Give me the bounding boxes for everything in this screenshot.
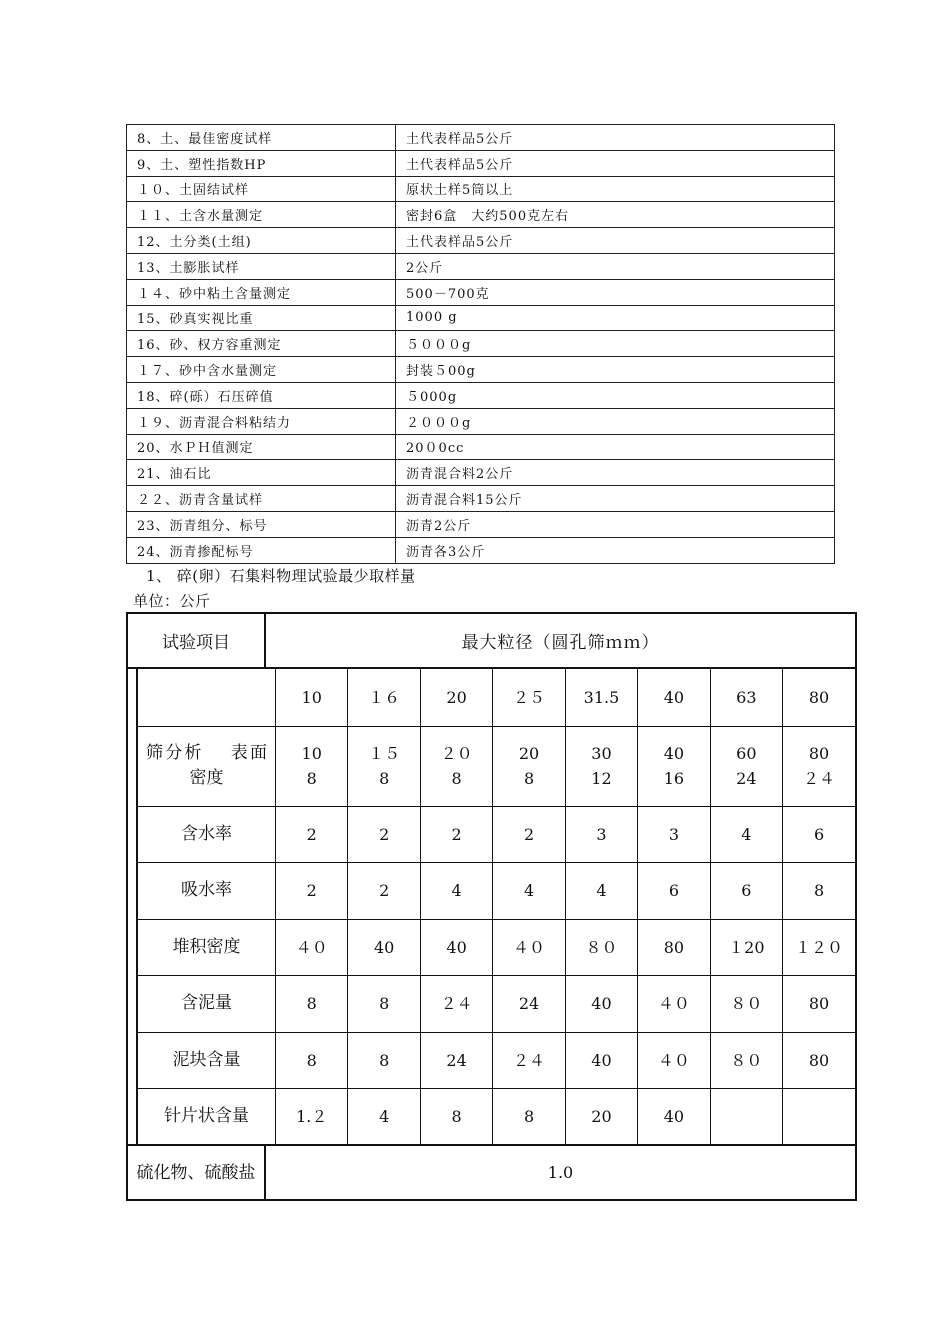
sample-item-cell: 16、砂、权方容重测定	[127, 331, 396, 357]
sample-item-cell: 21、油石比	[127, 460, 396, 486]
value-cell	[565, 1032, 637, 1088]
value-cell	[420, 862, 492, 919]
value-cell	[276, 975, 348, 1032]
value-cell	[565, 975, 637, 1032]
value-cell	[420, 975, 492, 1032]
sample-item-cell: ２２、沥青含量试样	[127, 486, 396, 512]
aggregate-test-table	[126, 612, 857, 1201]
value-cell	[565, 806, 637, 862]
value-line: 3	[668, 824, 679, 844]
value-cell	[348, 1032, 420, 1088]
footer-row	[128, 1144, 855, 1199]
value-cell	[783, 1032, 855, 1088]
value-cell	[420, 919, 492, 975]
sample-item-cell: 20、水ＰＨ值测定	[127, 434, 396, 460]
sample-row	[127, 331, 835, 357]
sample-quantity-cell: 封装５00g	[396, 357, 835, 383]
value-cell	[420, 1032, 492, 1088]
sample-item-cell: 12、土分类(土组)	[127, 228, 396, 254]
value-cell	[276, 1032, 348, 1088]
value-cell	[710, 919, 782, 975]
test-row	[138, 975, 855, 1032]
value-line: 80	[663, 937, 685, 957]
value-cell	[783, 806, 855, 862]
size-cell: 63	[710, 669, 782, 726]
value-line: ８０	[585, 937, 618, 957]
value-line: 8	[306, 769, 317, 788]
value-cell	[710, 726, 782, 806]
size-cell: 31.5	[565, 669, 637, 726]
value-line: ８０	[730, 1050, 763, 1070]
value-cell	[493, 806, 565, 862]
value-cell	[565, 919, 637, 975]
value-line: ２０	[440, 744, 473, 763]
sample-quantity-cell: ２０００g	[396, 408, 835, 434]
value-cell	[348, 862, 420, 919]
sample-item-cell: 13、土膨胀试样	[127, 253, 396, 279]
value-line: ２４	[513, 1050, 546, 1070]
footer-label: 硫化物、硫酸盐	[128, 1146, 266, 1199]
sample-quantity-cell: 500－700克	[396, 279, 835, 305]
value-cell	[783, 1088, 855, 1144]
value-cell	[348, 975, 420, 1032]
sample-item-cell: 18、碎(砾）石压碎值	[127, 382, 396, 408]
value-cell	[348, 919, 420, 975]
value-line: 40	[446, 937, 467, 957]
test-row-label: 含泥量	[138, 975, 276, 1032]
value-cell	[493, 919, 565, 975]
sample-quantity-cell: 土代表样品5公斤	[396, 228, 835, 254]
value-cell	[710, 1088, 782, 1144]
sample-row	[127, 511, 835, 537]
value-line: 40	[591, 1050, 612, 1070]
value-cell	[276, 919, 348, 975]
sample-quantity-cell: 土代表样品5公斤	[396, 125, 835, 151]
value-cell	[420, 806, 492, 862]
sample-quantity-cell: 1000 g	[396, 305, 835, 331]
blank-cell	[138, 669, 276, 726]
value-cell	[638, 1088, 710, 1144]
value-cell	[638, 726, 710, 806]
sample-item-cell: 9、土、塑性指数HP	[127, 150, 396, 176]
size-cell: 10	[276, 669, 348, 726]
value-line: ４０	[295, 937, 328, 957]
value-line: １20	[728, 937, 765, 957]
test-row	[138, 726, 855, 806]
sample-row	[127, 537, 835, 563]
header-title: 最大粒径（圆孔筛ｍｍ）	[461, 633, 660, 653]
value-line: 8	[813, 881, 825, 900]
value-line: 40	[591, 994, 612, 1013]
value-line: 6	[813, 824, 825, 844]
value-line: ４０	[513, 937, 546, 957]
value-line: 4	[741, 824, 752, 844]
value-cell	[276, 806, 348, 862]
value-line: 24	[446, 1050, 467, 1070]
value-line: 40	[663, 744, 685, 763]
value-line: 8	[451, 1106, 462, 1126]
value-line: ８０	[730, 994, 763, 1013]
value-line: 8	[306, 1050, 317, 1070]
size-row	[138, 669, 855, 726]
value-line: 12	[591, 769, 612, 788]
value-line: １２０	[795, 937, 844, 957]
value-cell	[420, 1088, 492, 1144]
value-cell	[565, 1088, 637, 1144]
value-cell	[565, 726, 637, 806]
sample-quantity-cell: 沥青混合料15公斤	[396, 486, 835, 512]
header-row	[128, 614, 855, 669]
value-line: 8	[379, 994, 390, 1013]
header-label: 试验项目	[128, 614, 266, 667]
value-line: 24	[518, 994, 540, 1013]
value-line: 60	[736, 744, 757, 763]
value-cell	[420, 726, 492, 806]
test-row	[138, 919, 855, 975]
sample-item-cell: １４、砂中粘土含量测定	[127, 279, 396, 305]
footer-value: 1.0	[547, 1163, 574, 1182]
value-line: 10	[301, 744, 322, 763]
test-row-label: 针片状含量	[138, 1088, 276, 1144]
size-cell: 40	[638, 669, 710, 726]
value-cell	[348, 1088, 420, 1144]
value-cell	[276, 862, 348, 919]
sample-quantity-cell: 20０0cc	[396, 434, 835, 460]
sample-quantity-cell: ５０００g	[396, 331, 835, 357]
value-cell	[710, 862, 782, 919]
value-line: ２４	[803, 769, 836, 788]
sample-quantity-cell: 沥青各3公斤	[396, 537, 835, 563]
value-cell	[493, 1088, 565, 1144]
value-line: 8	[379, 1050, 390, 1070]
sample-row	[127, 408, 835, 434]
test-row	[138, 862, 855, 919]
value-line: 4	[379, 1106, 390, 1126]
value-line: 40	[663, 1106, 685, 1126]
value-cell	[710, 975, 782, 1032]
value-line: 4	[523, 881, 535, 900]
sample-row	[127, 150, 835, 176]
value-line: ４０	[657, 994, 690, 1013]
value-line: 2	[306, 824, 317, 844]
test-row	[138, 806, 855, 862]
sample-quantity-cell: 沥青混合料2公斤	[396, 460, 835, 486]
value-line: 2	[379, 881, 390, 900]
sample-row	[127, 305, 835, 331]
sample-item-cell: 8、土、最佳密度试样	[127, 125, 396, 151]
section-title: 1、 碎(卵）石集料物理试验最少取样量	[146, 567, 416, 585]
value-cell	[348, 726, 420, 806]
value-line: 80	[808, 1050, 830, 1070]
test-row-label: 堆积密度	[138, 919, 276, 975]
sample-row	[127, 382, 835, 408]
size-cell: １６	[348, 669, 420, 726]
value-line: 8	[379, 769, 390, 788]
sample-row	[127, 125, 835, 151]
value-cell	[710, 1032, 782, 1088]
sample-item-cell: １０、土固结试样	[127, 176, 396, 202]
test-grid	[136, 669, 855, 1144]
value-cell	[638, 919, 710, 975]
sample-quantity-cell: 原状土样5筒以上	[396, 176, 835, 202]
sample-quantity-cell: 沥青2公斤	[396, 511, 835, 537]
value-line: 8	[306, 994, 317, 1013]
test-row	[138, 1032, 855, 1088]
value-line: 80	[808, 744, 830, 763]
sample-quantity-cell: ５000g	[396, 382, 835, 408]
value-line: 20	[518, 744, 540, 763]
value-line: 3	[596, 824, 607, 844]
sample-quantity-cell: 2公斤	[396, 253, 835, 279]
sample-quantity-cell: 密封6盒 大约500克左右	[396, 202, 835, 228]
value-line: 80	[808, 994, 830, 1013]
value-line: 2	[379, 824, 390, 844]
value-line: 40	[373, 937, 395, 957]
sample-quantity-table	[126, 124, 835, 564]
size-cell: 20	[420, 669, 492, 726]
value-line: ４０	[657, 1050, 690, 1070]
sample-row	[127, 460, 835, 486]
sample-row	[127, 253, 835, 279]
value-cell	[710, 806, 782, 862]
test-row	[138, 1088, 855, 1144]
sample-item-cell: 15、砂真实视比重	[127, 305, 396, 331]
sample-quantity-cell: 土代表样品5公斤	[396, 150, 835, 176]
sample-row	[127, 434, 835, 460]
test-row-label: 吸水率	[138, 862, 276, 919]
sample-row	[127, 279, 835, 305]
size-cell: ２５	[493, 669, 565, 726]
value-cell	[348, 806, 420, 862]
value-line: 30	[591, 744, 612, 763]
sample-item-cell: １９、沥青混合料粘结力	[127, 408, 396, 434]
value-line: 8	[523, 1106, 535, 1126]
sample-row	[127, 357, 835, 383]
value-cell	[638, 806, 710, 862]
value-cell	[565, 862, 637, 919]
test-row-label: 含水率	[138, 806, 276, 862]
value-cell	[493, 1032, 565, 1088]
value-line: 8	[523, 769, 535, 788]
unit-label: 单位：公斤	[133, 592, 211, 610]
value-cell	[783, 862, 855, 919]
value-line: １５	[368, 744, 401, 763]
value-line: 6	[741, 881, 752, 900]
sample-row	[127, 176, 835, 202]
size-cell: 80	[783, 669, 855, 726]
value-cell	[493, 862, 565, 919]
value-line: 4	[451, 881, 462, 900]
test-row-label: 泥块含量	[138, 1032, 276, 1088]
value-cell	[783, 975, 855, 1032]
sample-row	[127, 486, 835, 512]
value-line: 1.２	[296, 1106, 328, 1126]
sample-item-cell: 23、沥青组分、标号	[127, 511, 396, 537]
value-cell	[276, 726, 348, 806]
value-cell	[638, 1032, 710, 1088]
value-line: 24	[736, 769, 757, 788]
sample-item-cell: １７、砂中含水量测定	[127, 357, 396, 383]
value-line: 2	[523, 824, 535, 844]
value-cell	[638, 975, 710, 1032]
test-row-label: 筛分析 表面密度	[138, 726, 276, 806]
value-cell	[493, 726, 565, 806]
value-cell	[783, 919, 855, 975]
value-line: 2	[306, 881, 317, 900]
value-cell	[493, 975, 565, 1032]
sample-row	[127, 228, 835, 254]
value-line: 16	[663, 769, 685, 788]
value-line: ２４	[440, 994, 473, 1013]
value-cell	[276, 1088, 348, 1144]
sample-row	[127, 202, 835, 228]
value-line: 8	[451, 769, 462, 788]
value-line: 2	[451, 824, 462, 844]
value-line: 20	[591, 1106, 612, 1126]
sample-item-cell: １１、土含水量测定	[127, 202, 396, 228]
value-line: 6	[668, 881, 679, 900]
sample-item-cell: 24、沥青掺配标号	[127, 537, 396, 563]
value-cell	[783, 726, 855, 806]
value-line: 4	[596, 881, 607, 900]
value-cell	[638, 862, 710, 919]
